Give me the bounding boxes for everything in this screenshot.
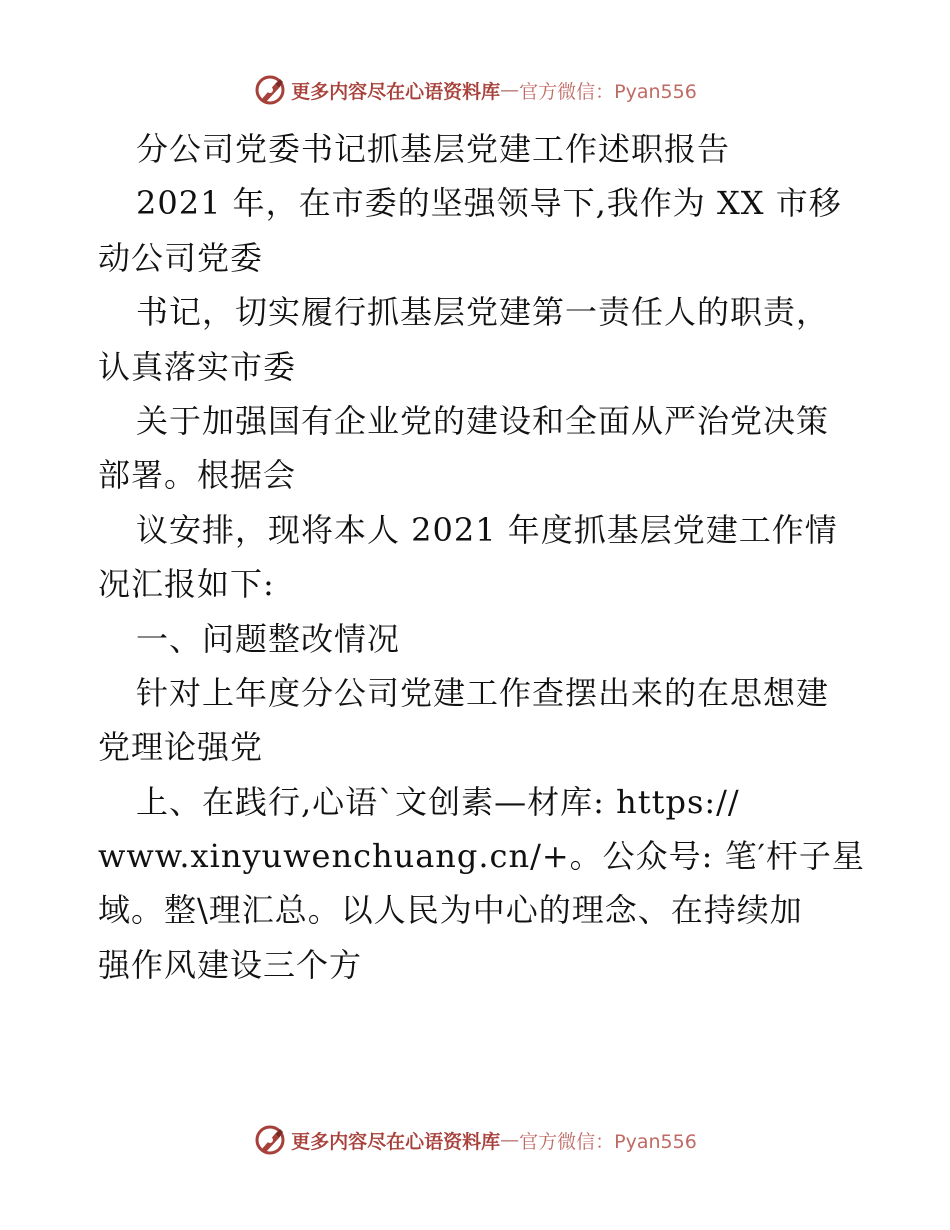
paragraph-line: 强作风建设三个方 [98, 945, 363, 984]
section-heading: 一、问题整改情况 [136, 619, 401, 658]
paragraph-line: 上、在践行,心语`文创素—材库: https:// [136, 782, 740, 821]
paragraph-line: 书记，切实履行抓基层党建第一责任人的职责， [136, 293, 830, 332]
paragraph-line: 部署。根据会 [98, 456, 297, 495]
footer-promo-text: 更多内容尽在心语资料库 [291, 1130, 501, 1153]
paragraph-line: 针对上年度分公司党建工作查摆出来的在思想建 [136, 673, 830, 712]
footer-separator: — [500, 1129, 520, 1151]
header-banner [0, 70, 950, 110]
paragraph-line: 2021 年，在市委的坚强领导下,我作为 XX 市移 [136, 184, 842, 223]
paragraph-line: 认真落实市委 [98, 347, 297, 386]
header-separator: — [500, 79, 520, 101]
document-title: 分公司党委书记抓基层党建工作述职报告 [136, 130, 731, 168]
paragraph-line: 域。整\理汇总。以人民为中心的理念、在持续加 [98, 891, 803, 930]
paragraph-line: www.xinyuwenchuang.cn/+。公众号: 笔′杆子星 [98, 837, 865, 876]
header-promo-text: 更多内容尽在心语资料库 [291, 80, 501, 103]
paragraph-line: 党理论强党 [98, 728, 264, 767]
footer-wechat-text: 官方微信：Pyan556 [519, 1130, 697, 1153]
paragraph-line: 动公司党委 [98, 238, 264, 277]
footer-banner [0, 1120, 950, 1160]
document-body [98, 122, 868, 992]
paragraph-line: 况汇报如下: [98, 565, 275, 604]
pen-logo-icon [253, 1123, 287, 1157]
paragraph-line: 关于加强国有企业党的建设和全面从严治党决策 [136, 401, 830, 440]
paragraph-line: 议安排，现将本人 2021 年度抓基层党建工作情 [136, 510, 838, 549]
header-wechat-text: 官方微信：Pyan556 [519, 80, 697, 103]
pen-logo-icon [253, 73, 287, 107]
